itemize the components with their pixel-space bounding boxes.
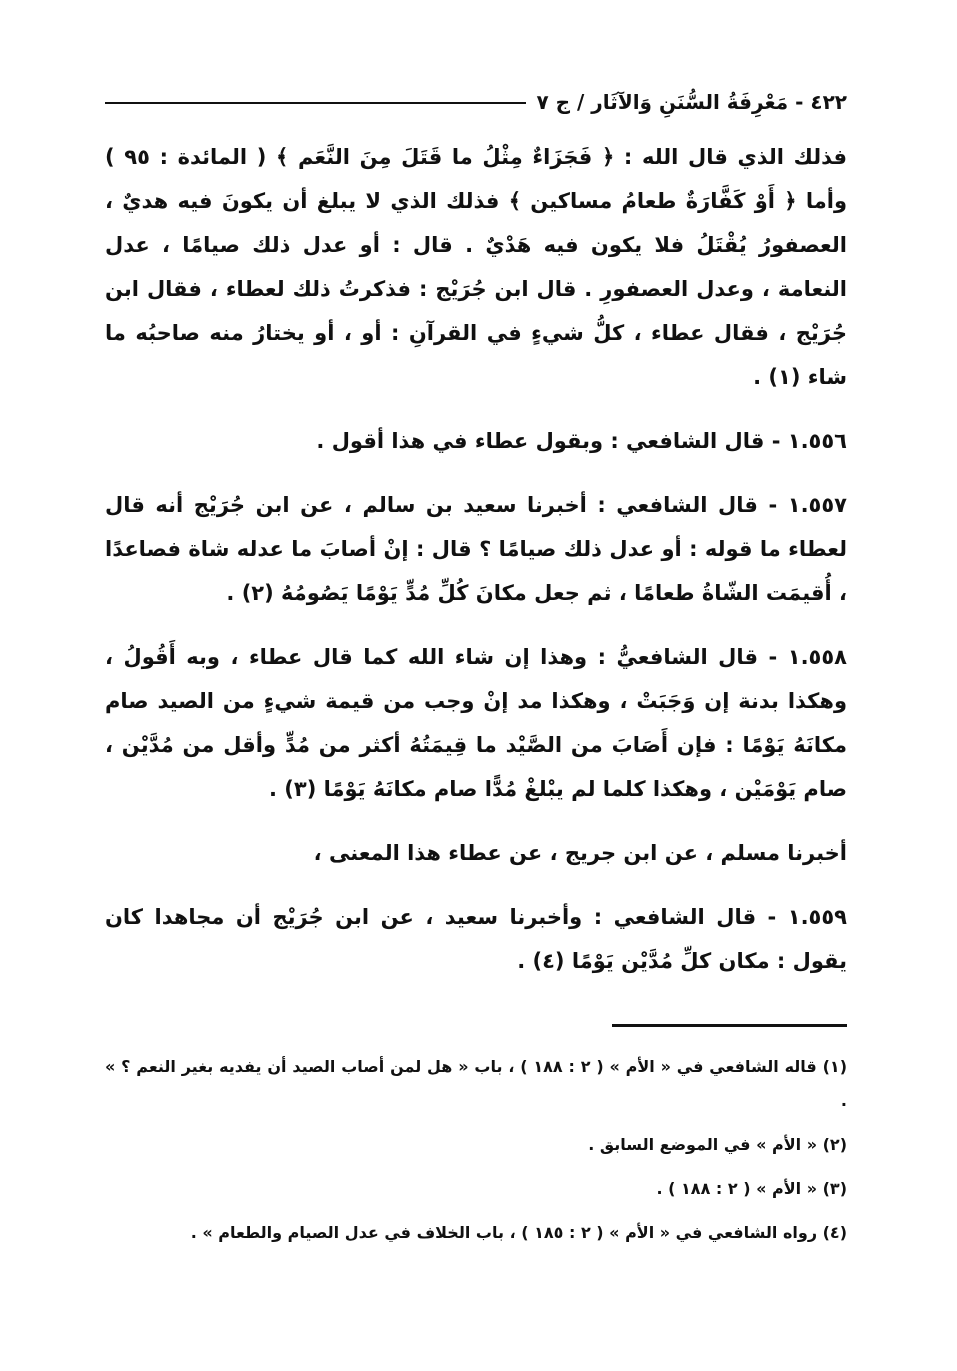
page-header — [105, 78, 847, 118]
footnote-2: (٢) « الأم » في الموضع السابق . — [588, 1135, 847, 1154]
paragraph-1558: ١.٥٥٨ - قال الشافعيُّ : وهذا إن شاء الله كما قال عطاء ، وبه أَقُولُ ، وهكذا بدنة إن وَجَبَتْ ، وهكذا مد إنْ وجب من قيمة شيءٍ من الصيد صام مكانَهُ يَوْمًا : فإن أَصَابَ من الصَّيْد ما قِيمَتُهُ أكثر من مُدٍّ وأقل من مُدَّيْن ، صام يَوْمَيْن ، وهكذا كلما لم يبْلغْ مُدًّا صام مكانَهُ يَوْمًا (٣) . — [105, 645, 847, 801]
paragraph-narration: أخبرنا مسلم ، عن ابن جريج ، عن عطاء هذا المعنى ، — [313, 841, 847, 865]
footnote-3: (٣) « الأم » ( ٢ : ١٨٨ ) . — [656, 1179, 847, 1198]
header-divider — [105, 102, 526, 104]
footnote-1: (١) قاله الشافعي في « الأم » ( ٢ : ١٨٨ ) ، باب « هل لمن أصاب الصيد أن يفديه بغير النعم ؟ » . — [105, 1057, 847, 1110]
paragraph-1559: ١.٥٥٩ - قال الشافعي : وأخبرنا سعيد ، عن ابن جُرَيْج أن مجاهدا كان يقول : مكان كلِّ مُدَّيْن يَوْمًا (٤) . — [105, 905, 847, 973]
paragraph-1557: ١.٥٥٧ - قال الشافعي : أخبرنا سعيد بن سالم ، عن ابن جُرَيْج أنه قال لعطاء ما قوله : أو عدل ذلك صيامًا ؟ قال : إنْ أصابَ ما عدله شاة فصاعدًا ، أُقيمَت الشّاةُ طعامًا ، ثم جعل مكانَ كُلِّ مُدٍّ يَوْمًا يَصُومُهُ (٢) . — [105, 493, 847, 605]
footnote-divider — [612, 1024, 847, 1027]
running-title: ٤٢٢ - مَعْرِفَةُ السُّنَنِ وَالآثَار / ج ٧ — [536, 90, 847, 114]
main-text — [105, 135, 847, 983]
footnotes — [105, 1050, 847, 1260]
paragraph-1556: ١.٥٥٦ - قال الشافعي : وبقول عطاء في هذا أقول . — [316, 429, 847, 453]
footnote-4: (٤) رواه الشافعي في « الأم » ( ٢ : ١٨٥ ) ، باب الخلاف في عدل الصيام والطعام » . — [190, 1223, 847, 1242]
paragraph-intro: فذلك الذي قال الله : ﴿ فَجَزَاءٌ مِثْلُ ما قَتَلَ مِنَ النَّعَم ﴾ ( المائدة : ٩٥ ) وأما ﴿ أَوْ كَفَّارَةٌ طعامُ مساكين ﴾ فذلك الذي لا يبلغ أن يكونَ فيه هديٌ ، العصفورُ يُقْتَلُ فلا يكون فيه هَدْيٌ . قال : أو عدل ذلك صيامًا ، عدل النعامة ، وعدل العصفورِ . قال ابن جُرَيْج : فذكرتُ ذلك لعطاء ، فقال ابن جُرَيْج ، فقال عطاء ، كلُّ شيءٍ في القرآنِ : أو ، أو يختارُ منه صاحبُه ما شاء (١) . — [105, 145, 847, 389]
